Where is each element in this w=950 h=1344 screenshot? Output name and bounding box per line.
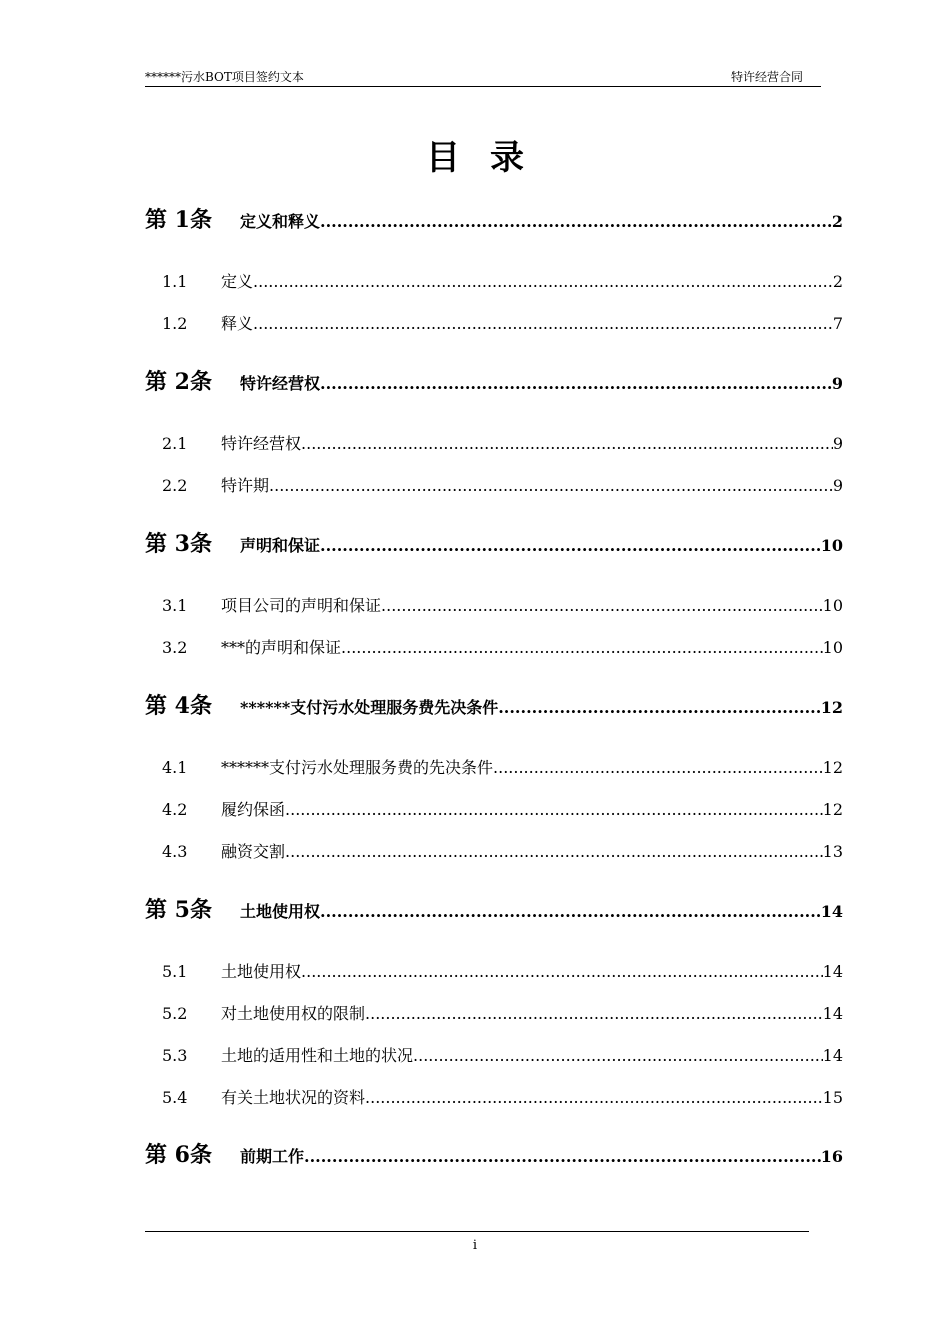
toc-chapter-entry[interactable] <box>145 527 843 558</box>
toc-section-number: 2.2 <box>162 476 188 495</box>
toc-section-title: 释义 <box>221 314 254 333</box>
toc-section-page: 13 <box>822 842 843 861</box>
toc-chapter-entry[interactable] <box>145 1138 843 1169</box>
toc-section-number: 1.1 <box>162 272 188 291</box>
toc-dot-leader <box>253 314 833 333</box>
toc-section-page: 9 <box>832 476 843 495</box>
toc-title: 目录 <box>426 138 554 178</box>
toc-section-page: 10 <box>822 596 843 615</box>
toc-dot-leader <box>301 962 823 981</box>
toc-chapter-title: 定义和释义 <box>240 212 321 231</box>
toc-section-entry[interactable] <box>145 1001 843 1024</box>
toc-section-number: 5.3 <box>162 1046 188 1065</box>
toc-section-page: 14 <box>822 1004 843 1023</box>
toc-chapter-page: 16 <box>820 1147 843 1166</box>
toc-section-title: 对土地使用权的限制 <box>221 1004 366 1023</box>
toc-chapter-page: 10 <box>820 536 843 555</box>
toc-section-entry[interactable] <box>145 959 843 982</box>
toc-section-page: 7 <box>832 314 843 333</box>
toc-section-title: 特许期 <box>221 476 270 495</box>
toc-chapter-title: 特许经营权 <box>240 374 321 393</box>
toc-section-number: 4.1 <box>162 758 188 777</box>
toc-chapter-number: 第 6条 <box>145 1142 212 1168</box>
toc-section-entry[interactable] <box>145 1043 843 1066</box>
toc-section-number: 4.2 <box>162 800 188 819</box>
toc-dot-leader <box>320 374 832 393</box>
toc-chapter-title: ******支付污水处理服务费先决条件 <box>240 698 499 717</box>
toc-section-number: 5.4 <box>162 1088 188 1107</box>
toc-section-page: 9 <box>832 434 843 453</box>
toc-section-page: 2 <box>832 272 843 291</box>
toc-section-title: ***的声明和保证 <box>221 638 342 657</box>
toc-section-entry[interactable] <box>145 431 843 454</box>
toc-chapter-title: 声明和保证 <box>240 536 321 555</box>
toc-section-entry[interactable] <box>145 473 843 496</box>
toc-chapter-number: 第 1条 <box>145 207 212 233</box>
toc-dot-leader <box>413 1046 823 1065</box>
toc-section-title: 有关土地状况的资料 <box>221 1088 366 1107</box>
toc-chapter-title: 土地使用权 <box>240 902 321 921</box>
toc-section-entry[interactable] <box>145 1085 843 1108</box>
header-left-text: ******污水BOT项目签约文本 <box>145 70 304 84</box>
toc-section-page: 12 <box>822 758 843 777</box>
toc-section-page: 12 <box>822 800 843 819</box>
toc-dot-leader <box>365 1004 823 1023</box>
toc-chapter-page: 9 <box>831 374 843 393</box>
toc-section-title: 融资交割 <box>221 842 286 861</box>
toc-chapter-number: 第 4条 <box>145 693 212 719</box>
page-header <box>145 68 821 87</box>
toc-dot-leader <box>498 698 821 717</box>
toc-section-number: 4.3 <box>162 842 188 861</box>
toc-chapter-title: 前期工作 <box>240 1147 305 1166</box>
toc-dot-leader <box>269 476 833 495</box>
toc-section-entry[interactable] <box>145 269 843 292</box>
toc-section-title: ******支付污水处理服务费的先决条件 <box>221 758 494 777</box>
toc-section-entry[interactable] <box>145 755 843 778</box>
footer-divider <box>145 1231 809 1232</box>
toc-dot-leader <box>285 842 823 861</box>
toc-dot-leader <box>381 596 823 615</box>
toc-section-number: 5.2 <box>162 1004 188 1023</box>
toc-chapter-page: 12 <box>820 698 843 717</box>
toc-section-title: 特许经营权 <box>221 434 302 453</box>
toc-dot-leader <box>304 1147 821 1166</box>
toc-section-title: 土地使用权 <box>221 962 302 981</box>
toc-dot-leader <box>320 536 821 555</box>
toc-section-title: 履约保函 <box>221 800 286 819</box>
footer-page-number: i <box>472 1238 478 1253</box>
toc-chapter-entry[interactable] <box>145 365 843 396</box>
toc-section-title: 定义 <box>221 272 254 291</box>
toc-section-number: 1.2 <box>162 314 188 333</box>
toc-section-entry[interactable] <box>145 797 843 820</box>
toc-section-page: 10 <box>822 638 843 657</box>
toc-dot-leader <box>301 434 833 453</box>
toc-section-entry[interactable] <box>145 593 843 616</box>
toc-chapter-number: 第 3条 <box>145 531 212 557</box>
toc-dot-leader <box>341 638 823 657</box>
toc-chapter-entry[interactable] <box>145 203 843 234</box>
toc-section-entry[interactable] <box>145 311 843 334</box>
toc-section-title: 项目公司的声明和保证 <box>221 596 382 615</box>
toc-chapter-page: 2 <box>831 212 843 231</box>
toc-chapter-entry[interactable] <box>145 689 843 720</box>
toc-section-entry[interactable] <box>145 839 843 862</box>
toc-section-page: 14 <box>822 1046 843 1065</box>
toc-section-number: 2.1 <box>162 434 188 453</box>
toc-dot-leader <box>253 272 833 291</box>
toc-chapter-entry[interactable] <box>145 893 843 924</box>
toc-chapter-number: 第 5条 <box>145 897 212 923</box>
toc-section-page: 14 <box>822 962 843 981</box>
toc-section-number: 3.1 <box>162 596 188 615</box>
toc-dot-leader <box>365 1088 823 1107</box>
toc-chapter-page: 14 <box>820 902 843 921</box>
toc-dot-leader <box>320 902 821 921</box>
toc-dot-leader <box>320 212 832 231</box>
toc-dot-leader <box>493 758 823 777</box>
toc-section-page: 15 <box>822 1088 843 1107</box>
toc-section-number: 5.1 <box>162 962 188 981</box>
toc-dot-leader <box>285 800 823 819</box>
toc-section-entry[interactable] <box>145 635 843 658</box>
header-right-text: 特许经营合同 <box>730 70 803 84</box>
toc-chapter-number: 第 2条 <box>145 369 212 395</box>
toc-section-number: 3.2 <box>162 638 188 657</box>
toc-section-title: 土地的适用性和土地的状况 <box>221 1046 414 1065</box>
